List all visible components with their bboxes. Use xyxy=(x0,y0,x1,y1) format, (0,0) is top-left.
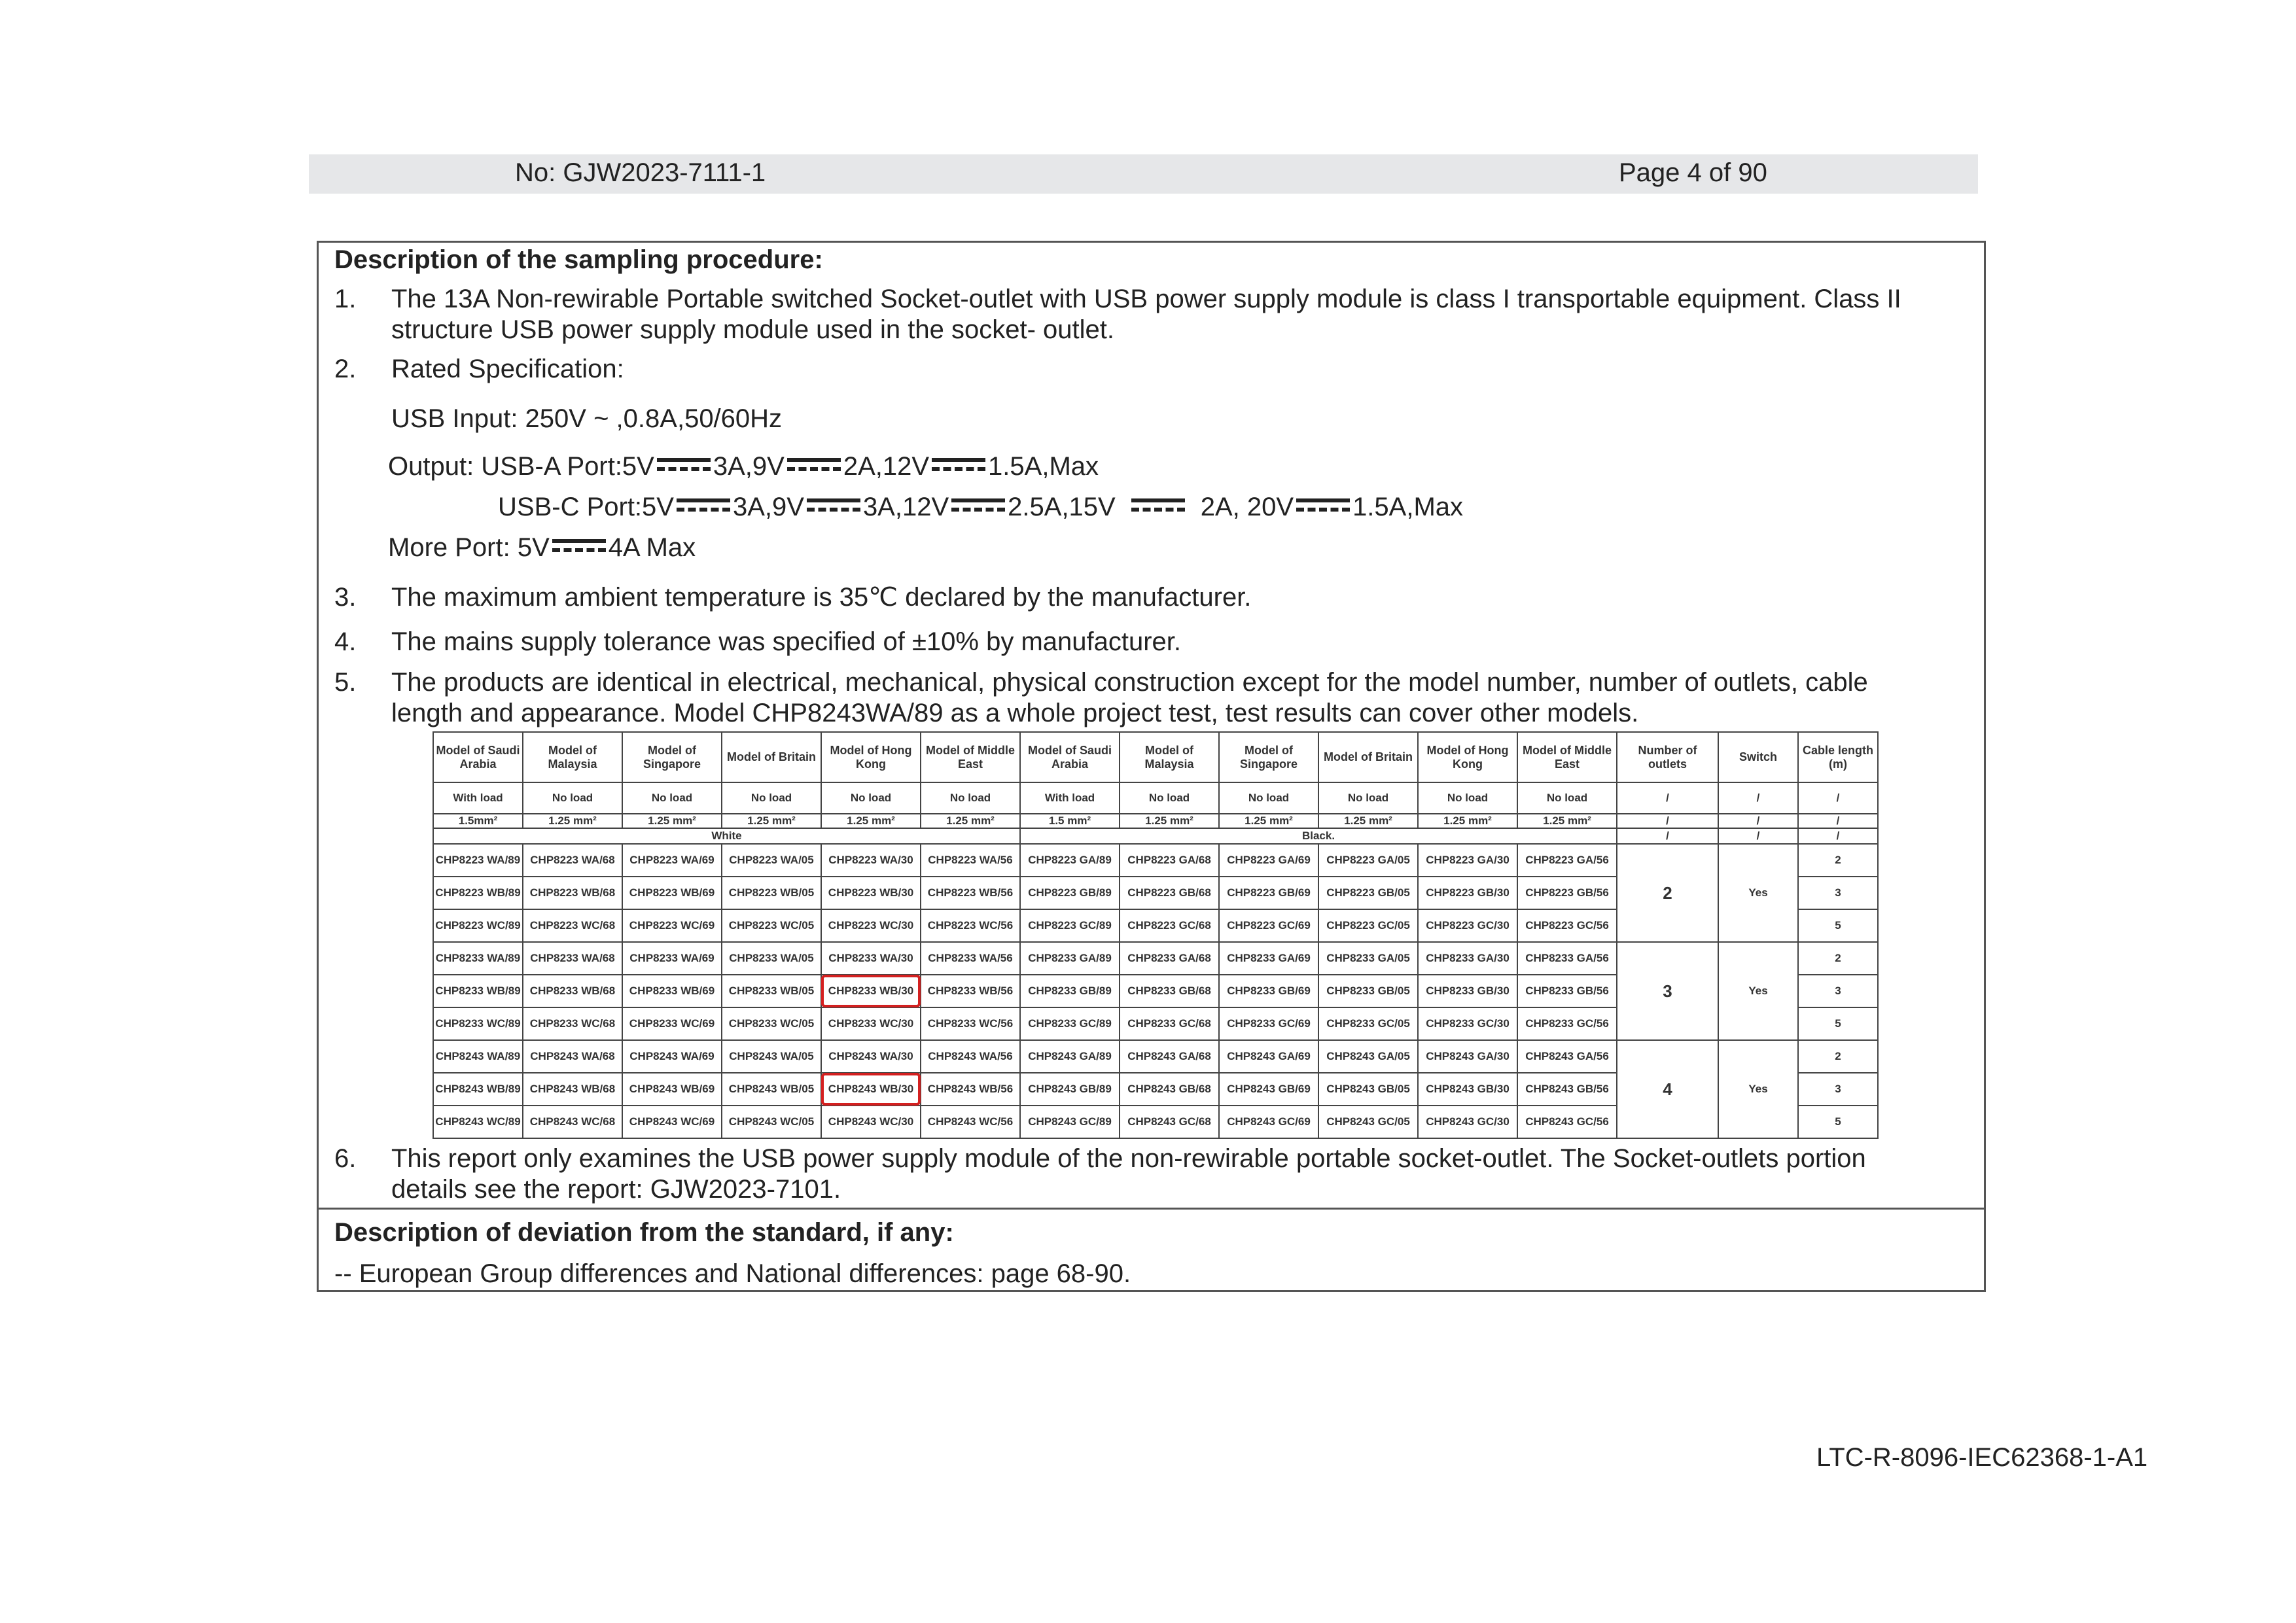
model-cell: CHP8243 GA/56 xyxy=(1517,1040,1617,1073)
dc-symbol-icon xyxy=(932,458,985,472)
model-cell: CHP8243 GA/30 xyxy=(1418,1040,1517,1073)
model-cell: CHP8223 WB/05 xyxy=(722,877,821,909)
cable-length: 3 xyxy=(1798,877,1878,909)
column-header: Model of Britain xyxy=(722,732,821,782)
model-cell: CHP8233 WA/05 xyxy=(722,942,821,975)
switch-value: Yes xyxy=(1718,1040,1798,1138)
column-header: Model of Malaysia xyxy=(1120,732,1219,782)
model-cell: CHP8223 WC/56 xyxy=(921,909,1020,942)
model-cell: CHP8223 WB/30 xyxy=(821,877,921,909)
model-cell: CHP8233 WB/69 xyxy=(622,975,722,1007)
model-cell: CHP8243 WB/05 xyxy=(722,1073,821,1106)
model-cell: CHP8233 WC/89 xyxy=(433,1007,523,1040)
item-number: 3. xyxy=(334,583,357,612)
highlighted-model-cell: CHP8243 WB/30 xyxy=(821,1073,921,1106)
model-cell: CHP8243 WC/56 xyxy=(921,1106,1020,1138)
model-cell: CHP8243 GA/68 xyxy=(1120,1040,1219,1073)
model-cell: CHP8233 WB/89 xyxy=(433,975,523,1007)
table-cell: 1.25 mm² xyxy=(921,814,1020,828)
model-cell: CHP8233 GC/68 xyxy=(1120,1007,1219,1040)
page-header xyxy=(309,154,1978,194)
model-cell: CHP8243 WA/05 xyxy=(722,1040,821,1073)
model-cell: CHP8243 WA/69 xyxy=(622,1040,722,1073)
usb-c-output: USB-C Port:5V 3A,9V 3A,12V 2.5A,15V 2A, 20V 1.5A,Max xyxy=(498,493,1464,521)
model-cell: CHP8243 GC/05 xyxy=(1318,1106,1418,1138)
color-group-black: Black. xyxy=(1020,828,1617,844)
dc-symbol-icon xyxy=(1131,498,1185,513)
column-header: Model of Malaysia xyxy=(523,732,622,782)
table-row xyxy=(433,942,1878,975)
item2-text: Rated Specification: xyxy=(391,355,624,383)
dc-symbol-icon xyxy=(951,498,1005,513)
model-cell: CHP8243 GB/30 xyxy=(1418,1073,1517,1106)
model-cell: CHP8233 GB/89 xyxy=(1020,975,1120,1007)
table-cell: No load xyxy=(1219,782,1318,814)
model-cell: CHP8223 WA/69 xyxy=(622,844,722,877)
model-cell: CHP8233 WA/68 xyxy=(523,942,622,975)
model-cell: CHP8233 GC/30 xyxy=(1418,1007,1517,1040)
model-cell: CHP8223 GB/68 xyxy=(1120,877,1219,909)
cable-length: 5 xyxy=(1798,1106,1878,1138)
model-cell: CHP8223 GC/30 xyxy=(1418,909,1517,942)
switch-value: Yes xyxy=(1718,844,1798,942)
model-cell: CHP8243 GC/69 xyxy=(1219,1106,1318,1138)
model-cell: CHP8233 WC/56 xyxy=(921,1007,1020,1040)
table-cell: / xyxy=(1617,782,1718,814)
table-row xyxy=(433,1040,1878,1073)
cable-length: 2 xyxy=(1798,942,1878,975)
table-cell: / xyxy=(1718,782,1798,814)
dc-symbol-icon xyxy=(657,458,711,472)
column-header: Switch xyxy=(1718,732,1798,782)
switch-value: Yes xyxy=(1718,942,1798,1040)
deviation-title: Description of deviation from the standard, if any: xyxy=(334,1218,954,1247)
column-header: Model of Hong Kong xyxy=(1418,732,1517,782)
table-row xyxy=(433,782,1878,814)
model-cell: CHP8223 WA/56 xyxy=(921,844,1020,877)
table-cell: 1.5mm² xyxy=(433,814,523,828)
column-header: Model of Singapore xyxy=(1219,732,1318,782)
model-cell: CHP8233 GA/89 xyxy=(1020,942,1120,975)
model-cell: CHP8243 GC/89 xyxy=(1020,1106,1120,1138)
model-cell: CHP8223 GA/56 xyxy=(1517,844,1617,877)
dc-symbol-icon xyxy=(1296,498,1350,513)
table-cell: / xyxy=(1718,814,1798,828)
section-divider xyxy=(319,1208,1984,1210)
model-cell: CHP8223 WA/89 xyxy=(433,844,523,877)
model-cell: CHP8243 WC/68 xyxy=(523,1106,622,1138)
outlets-count: 4 xyxy=(1617,1040,1718,1138)
column-header: Model of Middle East xyxy=(1517,732,1617,782)
usb-a-output: Output: USB-A Port:5V 3A,9V 2A,12V 1.5A,Max xyxy=(388,452,1099,481)
column-header: Model of Britain xyxy=(1318,732,1418,782)
item4-text: The mains supply tolerance was specified of ±10% by manufacturer. xyxy=(391,627,1182,656)
model-cell: CHP8233 WA/89 xyxy=(433,942,523,975)
model-cell: CHP8223 GB/30 xyxy=(1418,877,1517,909)
item-number: 2. xyxy=(334,355,357,383)
model-cell: CHP8223 GA/68 xyxy=(1120,844,1219,877)
column-header: Model of Saudi Arabia xyxy=(1020,732,1120,782)
dc-symbol-icon xyxy=(552,539,606,553)
model-cell: CHP8243 WA/30 xyxy=(821,1040,921,1073)
model-cell: CHP8233 GB/30 xyxy=(1418,975,1517,1007)
model-cell: CHP8243 WA/89 xyxy=(433,1040,523,1073)
model-cell: CHP8233 GC/89 xyxy=(1020,1007,1120,1040)
table-cell: / xyxy=(1617,828,1718,844)
table-cell: No load xyxy=(523,782,622,814)
model-cell: CHP8243 GC/56 xyxy=(1517,1106,1617,1138)
column-header: Number of outlets xyxy=(1617,732,1718,782)
table-cell: With load xyxy=(1020,782,1120,814)
model-cell: CHP8233 GB/05 xyxy=(1318,975,1418,1007)
model-cell: CHP8223 WA/68 xyxy=(523,844,622,877)
dc-symbol-icon xyxy=(677,498,730,513)
model-cell: CHP8223 GA/69 xyxy=(1219,844,1318,877)
table-cell: No load xyxy=(1120,782,1219,814)
table-row xyxy=(433,732,1878,782)
model-cell: CHP8233 WC/69 xyxy=(622,1007,722,1040)
model-cell: CHP8223 GC/69 xyxy=(1219,909,1318,942)
dc-symbol-icon xyxy=(787,458,841,472)
model-cell: CHP8223 WB/89 xyxy=(433,877,523,909)
table-cell: No load xyxy=(1517,782,1617,814)
model-cell: CHP8243 GA/69 xyxy=(1219,1040,1318,1073)
table-cell: No load xyxy=(1418,782,1517,814)
model-cell: CHP8233 GA/05 xyxy=(1318,942,1418,975)
model-cell: CHP8243 WC/05 xyxy=(722,1106,821,1138)
table-cell: 1.25 mm² xyxy=(821,814,921,828)
outlets-count: 3 xyxy=(1617,942,1718,1040)
model-cell: CHP8243 WA/68 xyxy=(523,1040,622,1073)
table-cell: 1.25 mm² xyxy=(1517,814,1617,828)
model-cell: CHP8223 WB/69 xyxy=(622,877,722,909)
table-cell: 1.25 mm² xyxy=(1418,814,1517,828)
table-cell: No load xyxy=(722,782,821,814)
model-cell: CHP8233 GC/56 xyxy=(1517,1007,1617,1040)
model-cell: CHP8233 WA/30 xyxy=(821,942,921,975)
model-cell: CHP8233 WC/05 xyxy=(722,1007,821,1040)
model-cell: CHP8223 GC/89 xyxy=(1020,909,1120,942)
column-header: Model of Hong Kong xyxy=(821,732,921,782)
table-row xyxy=(433,844,1878,877)
model-cell: CHP8223 WB/56 xyxy=(921,877,1020,909)
report-number: No: GJW2023-7111-1 xyxy=(515,158,766,187)
table-cell: 1.25 mm² xyxy=(1219,814,1318,828)
item-number: 5. xyxy=(334,668,357,697)
table-row xyxy=(433,814,1878,828)
cable-length: 3 xyxy=(1798,1073,1878,1106)
model-cell: CHP8233 WB/68 xyxy=(523,975,622,1007)
model-cell: CHP8243 GA/05 xyxy=(1318,1040,1418,1073)
table-cell: No load xyxy=(1318,782,1418,814)
model-cell: CHP8233 WB/56 xyxy=(921,975,1020,1007)
highlighted-model-cell: CHP8233 WB/30 xyxy=(821,975,921,1007)
model-cell: CHP8243 GC/30 xyxy=(1418,1106,1517,1138)
model-cell: CHP8223 WC/30 xyxy=(821,909,921,942)
column-header: Model of Saudi Arabia xyxy=(433,732,523,782)
table-cell: 1.25 mm² xyxy=(622,814,722,828)
model-cell: CHP8223 GA/89 xyxy=(1020,844,1120,877)
table-cell: / xyxy=(1617,814,1718,828)
model-cell: CHP8223 GB/89 xyxy=(1020,877,1120,909)
table-cell: / xyxy=(1798,814,1878,828)
usb-input: USB Input: 250V ~ ,0.8A,50/60Hz xyxy=(391,404,783,433)
models-table xyxy=(433,731,1879,1139)
model-cell: CHP8243 GB/05 xyxy=(1318,1073,1418,1106)
item5-line2: length and appearance. Model CHP8243WA/89 as a whole project test, test results can cover other models. xyxy=(391,699,1639,727)
table-cell: 1.25 mm² xyxy=(1120,814,1219,828)
column-header: Model of Singapore xyxy=(622,732,722,782)
item6-line1: This report only examines the USB power supply module of the non-rewirable portable socket-outlet. The Socket-outlets portion xyxy=(391,1144,1866,1173)
model-cell: CHP8233 GC/05 xyxy=(1318,1007,1418,1040)
item6-line2: details see the report: GJW2023-7101. xyxy=(391,1175,841,1204)
model-cell: CHP8233 WA/69 xyxy=(622,942,722,975)
model-cell: CHP8243 WB/89 xyxy=(433,1073,523,1106)
model-cell: CHP8243 GA/89 xyxy=(1020,1040,1120,1073)
table-cell: / xyxy=(1718,828,1798,844)
deviation-text: -- European Group differences and National differences: page 68-90. xyxy=(334,1259,1131,1288)
item-number: 6. xyxy=(334,1144,357,1173)
model-cell: CHP8223 GB/05 xyxy=(1318,877,1418,909)
table-cell: 1.5 mm² xyxy=(1020,814,1120,828)
cable-length: 2 xyxy=(1798,844,1878,877)
model-cell: CHP8223 GC/68 xyxy=(1120,909,1219,942)
column-header: Cable length (m) xyxy=(1798,732,1878,782)
item-number: 1. xyxy=(334,285,357,313)
model-cell: CHP8243 WA/56 xyxy=(921,1040,1020,1073)
table-row xyxy=(433,828,1878,844)
dc-symbol-icon xyxy=(807,498,860,513)
model-cell: CHP8233 WA/56 xyxy=(921,942,1020,975)
item3-text: The maximum ambient temperature is 35℃ declared by the manufacturer. xyxy=(391,583,1252,612)
item-number: 4. xyxy=(334,627,357,656)
model-cell: CHP8223 WC/69 xyxy=(622,909,722,942)
item5-line1: The products are identical in electrical, mechanical, physical construction except for the model number, number of outlets, cable xyxy=(391,668,1868,697)
sampling-title: Description of the sampling procedure: xyxy=(334,245,823,274)
table-cell: 1.25 mm² xyxy=(722,814,821,828)
model-cell: CHP8223 WA/05 xyxy=(722,844,821,877)
sampling-box xyxy=(317,241,1986,1292)
table-cell: / xyxy=(1798,782,1878,814)
more-port-output: More Port: 5V 4A Max xyxy=(388,533,696,562)
model-cell: CHP8233 GA/56 xyxy=(1517,942,1617,975)
table-cell: No load xyxy=(821,782,921,814)
cable-length: 2 xyxy=(1798,1040,1878,1073)
model-cell: CHP8223 GA/30 xyxy=(1418,844,1517,877)
model-cell: CHP8243 WC/89 xyxy=(433,1106,523,1138)
table-cell: / xyxy=(1798,828,1878,844)
document-code: LTC-R-8096-IEC62368-1-A1 xyxy=(1816,1443,2148,1472)
model-cell: CHP8243 GB/68 xyxy=(1120,1073,1219,1106)
model-cell: CHP8223 GC/05 xyxy=(1318,909,1418,942)
model-cell: CHP8243 GB/56 xyxy=(1517,1073,1617,1106)
column-header: Model of Middle East xyxy=(921,732,1020,782)
model-cell: CHP8243 GB/89 xyxy=(1020,1073,1120,1106)
table-cell: 1.25 mm² xyxy=(1318,814,1418,828)
model-cell: CHP8233 GA/30 xyxy=(1418,942,1517,975)
table-cell: With load xyxy=(433,782,523,814)
model-cell: CHP8223 GB/56 xyxy=(1517,877,1617,909)
item1-line2: structure USB power supply module used in the socket- outlet. xyxy=(391,315,1114,344)
model-cell: CHP8243 WB/69 xyxy=(622,1073,722,1106)
model-cell: CHP8243 GB/69 xyxy=(1219,1073,1318,1106)
table-cell: 1.25 mm² xyxy=(523,814,622,828)
model-cell: CHP8233 WC/68 xyxy=(523,1007,622,1040)
model-cell: CHP8233 GA/69 xyxy=(1219,942,1318,975)
model-cell: CHP8233 GB/56 xyxy=(1517,975,1617,1007)
table-cell: No load xyxy=(622,782,722,814)
model-cell: CHP8233 WB/05 xyxy=(722,975,821,1007)
item1-line1: The 13A Non-rewirable Portable switched Socket-outlet with USB power supply module is class I transportable equipment. Class II xyxy=(391,285,1901,313)
model-cell: CHP8223 GC/56 xyxy=(1517,909,1617,942)
model-cell: CHP8233 GB/69 xyxy=(1219,975,1318,1007)
model-cell: CHP8243 GC/68 xyxy=(1120,1106,1219,1138)
cable-length: 5 xyxy=(1798,1007,1878,1040)
model-cell: CHP8223 WC/68 xyxy=(523,909,622,942)
color-group-white: White xyxy=(433,828,1020,844)
model-cell: CHP8223 WA/30 xyxy=(821,844,921,877)
table-cell: No load xyxy=(921,782,1020,814)
model-cell: CHP8243 WB/68 xyxy=(523,1073,622,1106)
model-cell: CHP8243 WB/56 xyxy=(921,1073,1020,1106)
model-cell: CHP8243 WC/69 xyxy=(622,1106,722,1138)
model-cell: CHP8233 GC/69 xyxy=(1219,1007,1318,1040)
page-number: Page 4 of 90 xyxy=(1619,158,1767,187)
model-cell: CHP8233 GA/68 xyxy=(1120,942,1219,975)
model-cell: CHP8233 GB/68 xyxy=(1120,975,1219,1007)
model-cell: CHP8233 WC/30 xyxy=(821,1007,921,1040)
model-cell: CHP8223 WB/68 xyxy=(523,877,622,909)
cable-length: 5 xyxy=(1798,909,1878,942)
model-cell: CHP8223 WC/05 xyxy=(722,909,821,942)
model-cell: CHP8223 WC/89 xyxy=(433,909,523,942)
model-cell: CHP8243 WC/30 xyxy=(821,1106,921,1138)
cable-length: 3 xyxy=(1798,975,1878,1007)
model-cell: CHP8223 GB/69 xyxy=(1219,877,1318,909)
outlets-count: 2 xyxy=(1617,844,1718,942)
model-cell: CHP8223 GA/05 xyxy=(1318,844,1418,877)
